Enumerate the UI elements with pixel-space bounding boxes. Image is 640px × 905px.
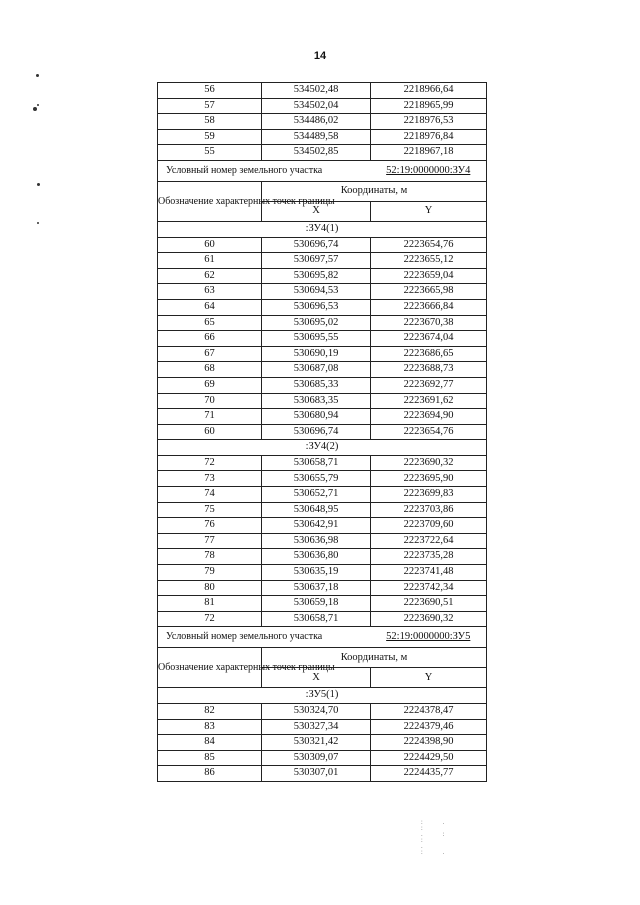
coord-y: 2218967,18 <box>371 145 487 161</box>
scan-speck <box>37 183 40 186</box>
point-number: 55 <box>158 145 262 161</box>
coord-x: 534489,58 <box>262 129 371 145</box>
coord-y: 2224435,77 <box>371 766 487 782</box>
coord-y: 2223722,64 <box>371 533 487 549</box>
point-number: 67 <box>158 346 262 362</box>
point-number: 81 <box>158 596 262 612</box>
y-header: Y <box>371 201 487 221</box>
point-number: 63 <box>158 284 262 300</box>
coord-x: 530695,02 <box>262 315 371 331</box>
scan-speck <box>33 107 37 111</box>
coord-y: 2223699,83 <box>371 487 487 503</box>
point-number: 70 <box>158 393 262 409</box>
table-row <box>158 455 487 471</box>
table-row <box>158 284 487 300</box>
y-header: Y <box>371 668 487 688</box>
table-row <box>158 409 487 425</box>
group-name: :ЗУ4(1) <box>158 221 487 237</box>
coord-x: 530683,35 <box>262 393 371 409</box>
plot-number: 52:19:0000000:ЗУ4 <box>371 160 487 181</box>
point-number: 66 <box>158 331 262 347</box>
table-row <box>158 766 487 782</box>
plot-label: Условный номер земельного участка <box>158 627 371 648</box>
table-row <box>158 393 487 409</box>
plot-label: Условный номер земельного участка <box>158 160 371 181</box>
coord-x: 530648,95 <box>262 502 371 518</box>
coord-y: 2223741,48 <box>371 565 487 581</box>
point-number: 64 <box>158 299 262 315</box>
coord-y: 2223695,90 <box>371 471 487 487</box>
coord-y: 2223690,32 <box>371 611 487 627</box>
coord-x: 530307,01 <box>262 766 371 782</box>
table-row <box>158 502 487 518</box>
coord-y: 2223692,77 <box>371 377 487 393</box>
point-number: 60 <box>158 424 262 440</box>
point-number: 59 <box>158 129 262 145</box>
coord-y: 2218976,84 <box>371 129 487 145</box>
table-row <box>158 611 487 627</box>
header-row <box>158 648 487 668</box>
designation-header: Обозначение характерных точек границы <box>158 181 262 221</box>
point-number: 86 <box>158 766 262 782</box>
coord-y: 2218965,99 <box>371 98 487 114</box>
group-row <box>158 688 487 704</box>
point-number: 77 <box>158 533 262 549</box>
coord-y: 2218966,64 <box>371 83 487 99</box>
coord-x: 530637,18 <box>262 580 371 596</box>
coord-y: 2223688,73 <box>371 362 487 378</box>
coord-x: 530321,42 <box>262 735 371 751</box>
coord-y: 2223670,38 <box>371 315 487 331</box>
coord-x: 530696,74 <box>262 424 371 440</box>
coord-x: 530652,71 <box>262 487 371 503</box>
table-row <box>158 704 487 720</box>
table-row <box>158 315 487 331</box>
coord-x: 530658,71 <box>262 455 371 471</box>
coord-y: 2224378,47 <box>371 704 487 720</box>
table-row <box>158 533 487 549</box>
coord-x: 534502,04 <box>262 98 371 114</box>
table-row <box>158 471 487 487</box>
page-number: 14 <box>313 50 327 62</box>
table-row <box>158 362 487 378</box>
coordinates-header: Координаты, м <box>262 181 487 201</box>
coord-y: 2223654,76 <box>371 424 487 440</box>
table-row <box>158 299 487 315</box>
point-number: 78 <box>158 549 262 565</box>
coord-y: 2223666,84 <box>371 299 487 315</box>
scan-speck <box>37 104 39 106</box>
point-number: 57 <box>158 98 262 114</box>
coord-x: 530309,07 <box>262 750 371 766</box>
point-number: 60 <box>158 237 262 253</box>
table-row <box>158 549 487 565</box>
coord-x: 530636,80 <box>262 549 371 565</box>
table-row <box>158 253 487 269</box>
table-row <box>158 237 487 253</box>
coord-x: 530695,82 <box>262 268 371 284</box>
group-name: :ЗУ4(2) <box>158 440 487 456</box>
coord-y: 2223655,12 <box>371 253 487 269</box>
coord-y: 2223686,65 <box>371 346 487 362</box>
coord-x: 530695,55 <box>262 331 371 347</box>
coord-x: 530685,33 <box>262 377 371 393</box>
point-number: 56 <box>158 83 262 99</box>
table-row <box>158 580 487 596</box>
point-number: 83 <box>158 719 262 735</box>
point-number: 82 <box>158 704 262 720</box>
coord-x: 530327,34 <box>262 719 371 735</box>
coord-x: 530687,08 <box>262 362 371 378</box>
coord-y: 2223654,76 <box>371 237 487 253</box>
coord-y: 2223694,90 <box>371 409 487 425</box>
coordinates-table <box>157 82 487 782</box>
table-row <box>158 750 487 766</box>
coord-x: 530324,70 <box>262 704 371 720</box>
x-header: X <box>262 668 371 688</box>
coord-y: 2223690,51 <box>371 596 487 612</box>
point-number: 72 <box>158 455 262 471</box>
coord-x: 530659,18 <box>262 596 371 612</box>
coord-y: 2223665,98 <box>371 284 487 300</box>
coord-y: 2223735,28 <box>371 549 487 565</box>
coord-x: 530696,53 <box>262 299 371 315</box>
table-row <box>158 719 487 735</box>
coordinates-header: Координаты, м <box>262 648 487 668</box>
point-number: 80 <box>158 580 262 596</box>
point-number: 61 <box>158 253 262 269</box>
header-row <box>158 181 487 201</box>
x-header: X <box>262 201 371 221</box>
coord-y: 2223742,34 <box>371 580 487 596</box>
coord-x: 534486,02 <box>262 114 371 130</box>
coord-x: 534502,85 <box>262 145 371 161</box>
table-row <box>158 377 487 393</box>
plot-label-row <box>158 627 487 648</box>
coord-x: 530635,19 <box>262 565 371 581</box>
coord-y: 2218976,53 <box>371 114 487 130</box>
point-number: 85 <box>158 750 262 766</box>
group-name: :ЗУ5(1) <box>158 688 487 704</box>
table-row <box>158 565 487 581</box>
point-number: 62 <box>158 268 262 284</box>
table-row <box>158 145 487 161</box>
coord-x: 534502,48 <box>262 83 371 99</box>
point-number: 69 <box>158 377 262 393</box>
point-number: 68 <box>158 362 262 378</box>
table-row <box>158 346 487 362</box>
table-row <box>158 518 487 534</box>
point-number: 71 <box>158 409 262 425</box>
scan-speck <box>36 74 39 77</box>
plot-number: 52:19:0000000:ЗУ5 <box>371 627 487 648</box>
group-row <box>158 221 487 237</box>
coord-x: 530680,94 <box>262 409 371 425</box>
point-number: 72 <box>158 611 262 627</box>
table-row <box>158 114 487 130</box>
coord-x: 530694,53 <box>262 284 371 300</box>
table-row <box>158 83 487 99</box>
coord-y: 2224429,50 <box>371 750 487 766</box>
point-number: 75 <box>158 502 262 518</box>
point-number: 76 <box>158 518 262 534</box>
point-number: 74 <box>158 487 262 503</box>
coord-y: 2223690,32 <box>371 455 487 471</box>
coord-x: 530690,19 <box>262 346 371 362</box>
scan-noise: : . : . : : . : . <box>420 819 446 856</box>
table-row <box>158 331 487 347</box>
coord-y: 2223659,04 <box>371 268 487 284</box>
coord-x: 530655,79 <box>262 471 371 487</box>
coord-x: 530696,74 <box>262 237 371 253</box>
group-row <box>158 440 487 456</box>
coord-x: 530697,57 <box>262 253 371 269</box>
table-row <box>158 98 487 114</box>
designation-header: Обозначение характерных точек границы <box>158 648 262 688</box>
table-row <box>158 487 487 503</box>
coord-y: 2223709,60 <box>371 518 487 534</box>
point-number: 58 <box>158 114 262 130</box>
coord-y: 2224379,46 <box>371 719 487 735</box>
coord-y: 2224398,90 <box>371 735 487 751</box>
plot-label-row <box>158 160 487 181</box>
point-number: 84 <box>158 735 262 751</box>
coord-y: 2223703,86 <box>371 502 487 518</box>
point-number: 79 <box>158 565 262 581</box>
coord-x: 530658,71 <box>262 611 371 627</box>
table-row <box>158 735 487 751</box>
table-row <box>158 596 487 612</box>
coord-y: 2223674,04 <box>371 331 487 347</box>
table-row <box>158 268 487 284</box>
coord-x: 530642,91 <box>262 518 371 534</box>
coord-y: 2223691,62 <box>371 393 487 409</box>
scan-speck <box>37 222 39 224</box>
table-row <box>158 129 487 145</box>
coord-x: 530636,98 <box>262 533 371 549</box>
point-number: 73 <box>158 471 262 487</box>
point-number: 65 <box>158 315 262 331</box>
table-row <box>158 424 487 440</box>
